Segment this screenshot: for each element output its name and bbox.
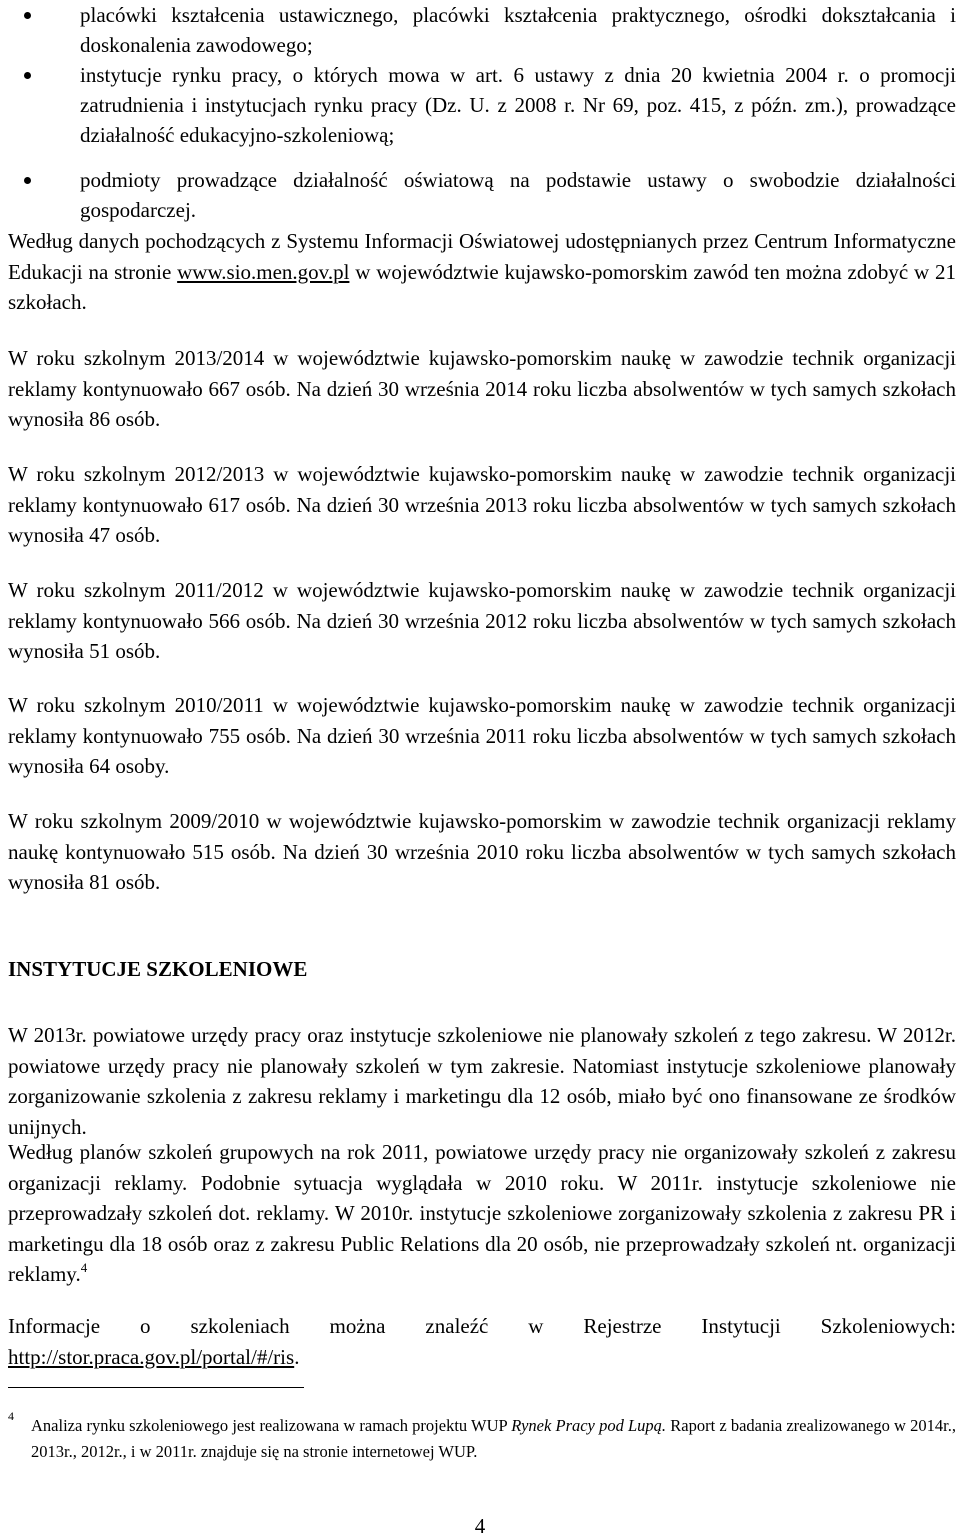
bullet-icon [24,72,31,79]
year-paragraph-2013-2014: W roku szkolnym 2013/2014 w województwie kujawsko-pomorskim naukę w zawodzie technik organizacji reklamy kontynuowało 667 osób. Na dzień 30 września 2014 roku liczba absolwentów w tych samych szkołach wynosiła 86 osób. [8,346,956,431]
training-paragraph-2 [8,1137,956,1290]
year-paragraph-2009-2010: W roku szkolnym 2009/2010 w województwie kujawsko-pomorskim w zawodzie technik organizacji reklamy naukę kontynuowało 515 osób. Na dzień 30 września 2010 roku liczba absolwentów w tych samych szkołach wynosiła 81 osób. [8,809,956,894]
section-heading: INSTYTUCJE SZKOLENIOWE [8,957,308,981]
footnote-text [31,1413,956,1465]
bullet-text: placówki kształcenia ustawicznego, placówki kształcenia praktycznego, ośrodki dokształcania i doskonalenia zawodowego; [80,3,956,57]
footnote-divider [8,1387,304,1388]
footnote-number: 4 [8,1409,14,1423]
bullet-item [80,165,956,225]
year-paragraph-2012-2013: W roku szkolnym 2012/2013 w województwie kujawsko-pomorskim naukę w zawodzie technik organizacji reklamy kontynuowało 617 osób. Na dzień 30 września 2013 roku liczba absolwentów w tych samych szkołach wynosiła 47 osób. [8,462,956,547]
sio-link[interactable]: www.sio.men.gov.pl [177,259,350,284]
training-paragraph-2-text: Według planów szkoleń grupowych na rok 2011, powiatowe urzędy pracy nie organizowały szkoleń z zakresu organizacji reklamy. Podobnie sytuacja wyglądała w 2010 roku. W 2011r. instytucje szkoleniowe nie przeprowadzały szkoleń dot. reklamy. W 2010r. instytucje szkoleniowe zorganizowały szkolenia z zakresu PR i marketingu dla 18 osób oraz z zakresu Public Relations dla 20 osób, nie przeprowadzały szkoleń nt. organizacji reklamy. [8,1140,956,1286]
year-paragraph-2011-2012: W roku szkolnym 2011/2012 w województwie kujawsko-pomorskim naukę w zawodzie technik organizacji reklamy kontynuowało 566 osób. Na dzień 30 września 2012 roku liczba absolwentów w tych samych szkołach wynosiła 51 osób. [8,578,956,663]
sio-paragraph [8,226,956,318]
footnote-text-before: Analiza rynku szkoleniowego jest realizowana w ramach projektu WUP [31,1416,512,1435]
footnote-text-after: Raport z badania zrealizowanego w 2014r., 2013r., 2012r., i w 2011r. znajduje się na stronie internetowej WUP. [31,1416,956,1461]
page-number: 4 [474,1514,486,1538]
footnote-reference[interactable]: 4 [80,1260,88,1275]
bullet-item [80,0,956,60]
sio-text-after: w województwie kujawsko-pomorskim zawód ten można zdobyć w 21 szkołach. [8,259,956,314]
bullet-text: instytucje rynku pracy, o których mowa w art. 6 ustawy z dnia 20 kwietnia 2004 r. o promocji zatrudnienia i instytucjach rynku pracy (Dz. U. z 2008 r. Nr 69, poz. 415, z późn. zm.), prowadzące działalność edukacyjno-szkoleniową; [80,63,956,147]
training-paragraph-1: W 2013r. powiatowe urzędy pracy oraz instytucje szkoleniowe nie planowały szkoleń z tego zakresu. W 2012r. powiatowe urzędy pracy nie planowały szkoleń w tym zakresie. Natomiast instytucje szkoleniowe planowały zorganizowanie szkolenia z zakresu reklamy i marketingu dla 12 osób, miało być ono finansowane ze środków unijnych. [8,1023,956,1139]
registry-paragraph [8,1311,956,1372]
footnote-project-title: Rynek Pracy pod Lupą. [511,1416,667,1435]
footnote [8,1409,956,1465]
bullet-item [80,60,956,150]
sio-text-before: Według danych pochodzących z Systemu Informacji Oświatowej udostępnianych przez Centrum Informatyczne Edukacji na stronie [8,229,956,284]
year-paragraph-2010-2011: W roku szkolnym 2010/2011 w województwie kujawsko-pomorskim naukę w zawodzie technik organizacji reklamy kontynuowało 755 osób. Na dzień 30 września 2011 roku liczba absolwentów w tych samych szkołach wynosiła 64 osoby. [8,693,956,778]
bullet-icon [24,177,31,184]
registry-text: Informacje o szkoleniach można znaleźć w Rejestrze Instytucji Szkoleniowych: [8,1314,956,1338]
registry-text-after: . [294,1344,300,1369]
registry-link[interactable]: http://stor.praca.gov.pl/portal/#/ris [8,1344,295,1369]
bullet-text: podmioty prowadzące działalność oświatową na podstawie ustawy o swobodzie działalności gospodarczej. [80,168,956,222]
bullet-icon [24,12,31,19]
